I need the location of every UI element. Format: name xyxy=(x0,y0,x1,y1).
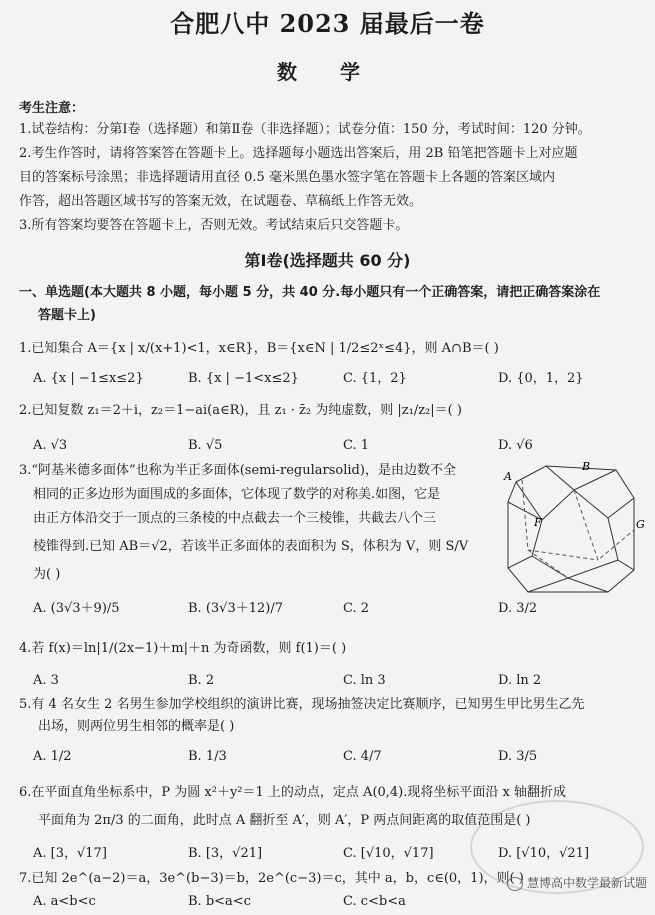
question-1-option-d: D. {0，1，2} xyxy=(498,371,584,386)
question-4-option-b: B. 2 xyxy=(188,673,215,688)
notice-line-2: 2.考生作答时，请将答案答在答题卡上。选择题每小题选出答案后，用 2B 铅笔把答题卡上对应题 xyxy=(19,146,578,161)
section-title: 第Ⅰ卷(选择题共 60 分) xyxy=(244,251,411,270)
question-5-stem-line-2: 出场，则两位男生相邻的概率是( ) xyxy=(38,719,235,734)
question-5-stem-line-1: 5.有 4 名女生 2 名男生参加学校组织的演讲比赛，现场抽签决定比赛顺序，已知男生甲比男生乙先 xyxy=(19,697,585,712)
question-3-option-b: B. (3√3＋12)/7 xyxy=(188,601,283,616)
question-3-stem-line-3: 由正方体沿交于一顶点的三条棱的中点截去一个三棱锥，共截去八个三 xyxy=(33,511,437,526)
question-7-option-a: A. a<b<c xyxy=(33,894,96,909)
question-6-option-a: A. [3，√17] xyxy=(33,846,107,861)
question-2-option-c: C. 1 xyxy=(343,438,370,453)
figure-label-g: G xyxy=(636,518,645,531)
question-1-option-a: A. {x | −1≤x≤2} xyxy=(33,371,144,386)
figure-label-a: A xyxy=(504,470,512,483)
notice-heading: 考生注意： xyxy=(19,101,85,116)
question-3-stem-line-2: 相同的正多边形为面围成的多面体，它体现了数学的对称美.如图，它是 xyxy=(33,487,441,502)
question-5-option-b: B. 1/3 xyxy=(188,749,227,764)
question-2-stem: 2.已知复数 z₁＝2＋i，z₂＝1−ai(a∈R)，且 z₁ · z̄₂ 为纯虚数，则 |z₁/z₂|＝( ) xyxy=(19,403,462,418)
question-3-stem-line-5: 为( ) xyxy=(33,567,61,582)
figure-label-b: B xyxy=(582,460,591,473)
part-heading-line-2: 答题卡上) xyxy=(38,308,96,323)
question-3-stem-line-1: 3.“阿基米德多面体”也称为半正多面体(semi-regularsolid)，是由边数不全 xyxy=(19,463,456,478)
question-3-stem-line-4: 棱锥得到.已知 AB＝√2，若该半正多面体的表面积为 S，体积为 V，则 S/V xyxy=(33,539,469,554)
figure-label-f: F xyxy=(534,516,542,529)
question-7-stem: 7.已知 2e^(a−2)＝a，3e^(b−3)＝b，2e^(c−3)＝c，其中 a，b，c∈(0，1)，则( ) xyxy=(19,871,524,886)
question-6-stem-line-2: 平面角为 2π/3 的二面角，此时点 A 翻折至 A′，则 A′，P 两点间距离的取值范围是( ) xyxy=(38,813,531,828)
notice-line-1: 1.试卷结构：分第Ⅰ卷（选择题）和第Ⅱ卷（非选择题）；试卷分值：150 分，考试时间：120 分钟。 xyxy=(19,122,591,137)
question-3-option-a: A. (3√3＋9)/5 xyxy=(33,601,120,616)
question-1-option-c: C. {1，2} xyxy=(343,371,407,386)
question-5-option-d: D. 3/5 xyxy=(498,749,538,764)
exam-title: 合肥八中 2023 届最后一卷 xyxy=(170,9,485,38)
question-4-option-c: C. ln 3 xyxy=(343,673,386,688)
question-2-option-d: D. √6 xyxy=(498,438,533,453)
question-6-option-d: D. [√10，√21] xyxy=(498,846,590,861)
question-4-stem: 4.若 f(x)＝ln|1/(2x−1)＋m|＋n 为奇函数，则 f(1)＝( ) xyxy=(19,641,347,656)
notice-line-4: 作答，超出答题区域书写的答案无效，在试题卷、草稿纸上作答无效。 xyxy=(19,194,423,209)
question-3-option-c: C. 2 xyxy=(343,601,370,616)
question-4-option-d: D. ln 2 xyxy=(498,673,542,688)
question-3-option-d: D. 3/2 xyxy=(498,601,538,616)
question-6-option-c: C. [√10，√17] xyxy=(343,846,434,861)
question-1-stem: 1.已知集合 A＝{x | x/(x+1)<1，x∈R}，B＝{x∈N | 1/2≤2ˣ≤4}，则 A∩B＝( ) xyxy=(19,341,499,356)
notice-line-5: 3.所有答案均要答在答题卡上，否则无效。考试结束后只交答题卡。 xyxy=(19,218,409,233)
question-5-option-a: A. 1/2 xyxy=(33,749,72,764)
polyhedron-figure xyxy=(498,460,646,598)
exam-subject: 数 学 xyxy=(277,60,378,84)
wechat-icon xyxy=(507,877,523,891)
question-2-option-a: A. √3 xyxy=(33,438,68,453)
question-7-option-b: B. b<a<c xyxy=(188,894,251,909)
watermark xyxy=(507,874,647,891)
question-4-option-a: A. 3 xyxy=(33,673,59,688)
question-6-option-b: B. [3，√21] xyxy=(188,846,263,861)
question-2-option-b: B. √5 xyxy=(188,438,223,453)
question-7-option-c: C. c<b<a xyxy=(343,894,406,909)
question-1-option-b: B. {x | −1<x≤2} xyxy=(188,371,299,386)
part-heading-line-1: 一、单选题(本大题共 8 小题，每小题 5 分，共 40 分.每小题只有一个正确答案，请把正确答案涂在 xyxy=(19,285,601,300)
notice-line-3: 目的答案标号涂黑；非选择题请用直径 0.5 毫米黑色墨水签字笔在答题卡上各题的答案区域内 xyxy=(19,170,555,185)
watermark-text: 慧博高中数学最新试题 xyxy=(526,876,647,890)
question-5-option-c: C. 4/7 xyxy=(343,749,382,764)
question-6-stem-line-1: 6.在平面直角坐标系中，P 为圆 x²＋y²＝1 上的动点，定点 A(0,4).现将坐标平面沿 x 轴翻折成 xyxy=(19,785,566,800)
